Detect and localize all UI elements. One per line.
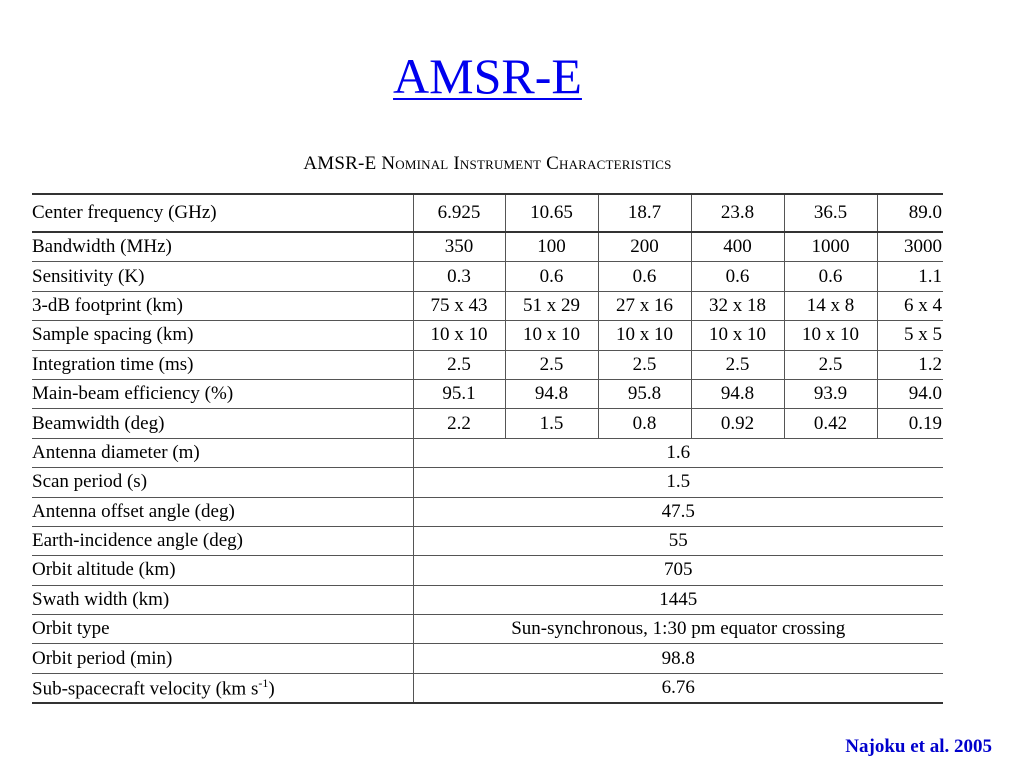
table-row — [32, 615, 943, 644]
row-label: Orbit period (min) — [32, 644, 413, 673]
cell-value: 95.8 — [598, 379, 691, 408]
instrument-characteristics-table — [32, 193, 943, 704]
cell-value: 1.6 — [413, 438, 943, 467]
cell-value: 6.76 — [661, 677, 695, 699]
cell-value: 6 x 4 — [877, 291, 943, 320]
cell-value: 6.925 — [413, 194, 505, 232]
cell-value: 55 — [413, 526, 943, 555]
cell-value: 0.3 — [413, 262, 505, 291]
cell-value: 400 — [691, 232, 784, 262]
cell-value: 32 x 18 — [691, 291, 784, 320]
citation: Najoku et al. 2005 — [845, 736, 992, 757]
velocity-label-exponent: -1 — [258, 675, 269, 690]
cell-value: 10 x 10 — [691, 321, 784, 350]
table-row — [32, 321, 943, 350]
cell-value: 0.6 — [691, 262, 784, 291]
cell-value: 2.5 — [784, 350, 877, 379]
table-row — [32, 350, 943, 379]
cell-value: 0.19 — [877, 409, 943, 438]
cell-value: 10 x 10 — [505, 321, 598, 350]
cell-value: 95.1 — [413, 379, 505, 408]
cell-value: 2.5 — [505, 350, 598, 379]
row-label: Sensitivity (K) — [32, 262, 413, 291]
cell-value: 1.1 — [877, 262, 943, 291]
table-row — [32, 438, 943, 467]
cell-value: 10 x 10 — [413, 321, 505, 350]
row-label: Antenna diameter (m) — [32, 438, 413, 467]
row-label — [32, 673, 413, 703]
cell-value: 0.6 — [505, 262, 598, 291]
table-row — [32, 194, 943, 232]
cell-value: 1.2 — [877, 350, 943, 379]
cell-value: 3000 — [877, 232, 943, 262]
row-label: Main-beam efficiency (%) — [32, 379, 413, 408]
cell-value: 1445 — [413, 585, 943, 614]
table-caption: AMSR-E Nominal Instrument Characteristics — [303, 153, 672, 174]
velocity-label-close: ) — [268, 678, 275, 700]
cell-value: 98.8 — [413, 644, 943, 673]
row-label: Antenna offset angle (deg) — [32, 497, 413, 526]
table-row — [32, 468, 943, 497]
cell-value: 200 — [598, 232, 691, 262]
cell-value: 47.5 — [413, 497, 943, 526]
cell-value: 94.8 — [691, 379, 784, 408]
cell-value: 705 — [413, 556, 943, 585]
table-row — [32, 556, 943, 585]
cell-value: 1.5 — [413, 468, 943, 497]
cell-value: 14 x 8 — [784, 291, 877, 320]
cell-value: 1.5 — [505, 409, 598, 438]
row-label: Center frequency (GHz) — [32, 194, 413, 232]
cell-value: 23.8 — [691, 194, 784, 232]
row-label: Beamwidth (deg) — [32, 409, 413, 438]
cell-value: 10 x 10 — [784, 321, 877, 350]
cell-value: 0.42 — [784, 409, 877, 438]
row-label: Sample spacing (km) — [32, 321, 413, 350]
cell-value: 2.5 — [413, 350, 505, 379]
row-label: Orbit altitude (km) — [32, 556, 413, 585]
table-row — [32, 379, 943, 408]
cell-value: 350 — [413, 232, 505, 262]
cell-value: 0.6 — [784, 262, 877, 291]
cell-value: 27 x 16 — [598, 291, 691, 320]
cell-value: 10 x 10 — [598, 321, 691, 350]
row-label: 3-dB footprint (km) — [32, 291, 413, 320]
cell-value: 2.2 — [413, 409, 505, 438]
cell-value: 94.8 — [505, 379, 598, 408]
cell-value: 1000 — [784, 232, 877, 262]
cell-value: 0.6 — [598, 262, 691, 291]
cell-value: 93.9 — [784, 379, 877, 408]
cell-value: 94.0 — [877, 379, 943, 408]
cell-value: 2.5 — [691, 350, 784, 379]
row-label: Swath width (km) — [32, 585, 413, 614]
cell-value: 0.8 — [598, 409, 691, 438]
velocity-label-text: Sub-spacecraft velocity (km s — [32, 678, 259, 700]
row-label: Integration time (ms) — [32, 350, 413, 379]
table-row — [32, 585, 943, 614]
table-row — [32, 262, 943, 291]
table-row — [32, 232, 943, 262]
cell-value: 18.7 — [598, 194, 691, 232]
cell-value: 100 — [505, 232, 598, 262]
row-label: Earth-incidence angle (deg) — [32, 526, 413, 555]
cell-value: 51 x 29 — [505, 291, 598, 320]
row-label: Bandwidth (MHz) — [32, 232, 413, 262]
table-row — [32, 497, 943, 526]
table-row — [32, 409, 943, 438]
cell-value: 10.65 — [505, 194, 598, 232]
row-label: Scan period (s) — [32, 468, 413, 497]
table-row — [32, 291, 943, 320]
table-row — [32, 644, 943, 673]
cell-value: 5 x 5 — [877, 321, 943, 350]
table-row — [32, 526, 943, 555]
cell-value: 36.5 — [784, 194, 877, 232]
cell-value: 89.0 — [877, 194, 943, 232]
row-label: Orbit type — [32, 615, 413, 644]
cell-value: 2.5 — [598, 350, 691, 379]
cell-value: 75 x 43 — [413, 291, 505, 320]
cell-value: 0.92 — [691, 409, 784, 438]
slide-title: AMSR-E — [393, 48, 582, 104]
cell-value: Sun-synchronous, 1:30 pm equator crossing — [413, 615, 943, 644]
table-row — [32, 673, 943, 703]
